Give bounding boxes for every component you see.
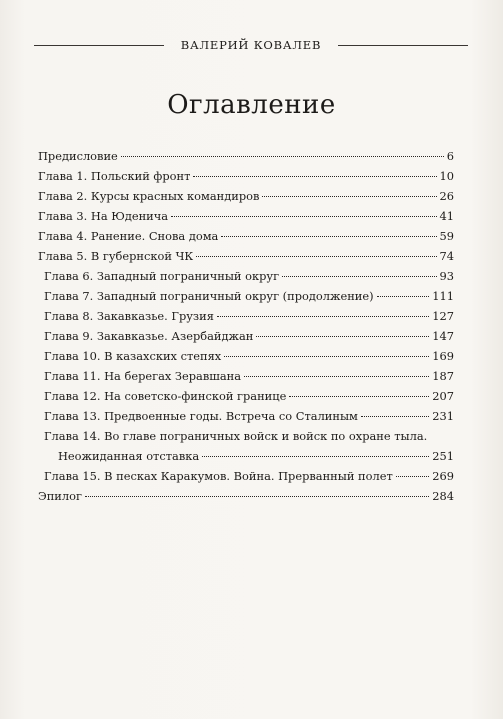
running-head: ВАЛЕРИЙ КОВАЛЕВ xyxy=(180,38,322,52)
toc-entry-page: 147 xyxy=(432,329,454,343)
toc-entry-continuation xyxy=(38,446,454,466)
toc-entry xyxy=(38,346,454,366)
toc-entry xyxy=(38,286,454,306)
toc-entry xyxy=(38,226,454,246)
dot-leader xyxy=(202,456,429,457)
toc-entry-page: 26 xyxy=(439,189,454,203)
toc-entry xyxy=(38,206,454,226)
dot-leader xyxy=(193,176,436,177)
dot-leader xyxy=(196,256,436,257)
toc-entry-title: Глава 12. На советско-финской границе xyxy=(44,389,287,403)
toc-entry-page: 231 xyxy=(432,409,454,423)
dot-leader xyxy=(396,476,429,477)
toc-entry xyxy=(38,186,454,206)
toc-entry-page: 6 xyxy=(446,149,454,163)
dot-leader xyxy=(289,396,429,397)
toc-entry-title: Глава 15. В песках Каракумов. Война. Прерванный полет xyxy=(44,469,393,483)
dot-leader xyxy=(256,336,429,337)
toc-entry-page: 10 xyxy=(439,169,454,183)
dot-leader xyxy=(224,356,429,357)
toc-entry xyxy=(38,306,454,326)
dot-leader xyxy=(171,216,436,217)
toc-entry-page: 41 xyxy=(439,209,454,223)
toc-entry-title: Глава 3. На Юденича xyxy=(38,209,169,223)
toc-entry-title: Глава 1. Польский фронт xyxy=(38,169,191,183)
toc-entry-page: 251 xyxy=(432,449,454,463)
toc-title: Оглавление xyxy=(167,90,336,120)
toc-entry xyxy=(38,146,454,166)
toc-entry-page: 187 xyxy=(432,369,454,383)
toc-entry xyxy=(38,466,454,486)
toc-entry xyxy=(38,246,454,266)
toc-entry xyxy=(38,326,454,346)
table-of-contents xyxy=(38,146,454,506)
toc-entry-page: 169 xyxy=(432,349,454,363)
header-rule-left xyxy=(34,45,164,46)
dot-leader xyxy=(121,156,444,157)
toc-entry-title: Глава 9. Закавказье. Азербайджан xyxy=(44,329,254,343)
toc-entry-title: Глава 5. В губернской ЧК xyxy=(38,249,194,263)
toc-entry-title: Глава 11. На берегах Зеравшана xyxy=(44,369,242,383)
toc-entry-page: 74 xyxy=(439,249,454,263)
toc-entry-title: Предисловие xyxy=(38,149,118,163)
toc-entry-page: 59 xyxy=(439,229,454,243)
dot-leader xyxy=(244,376,429,377)
toc-entry xyxy=(38,266,454,286)
dot-leader xyxy=(221,236,436,237)
toc-entry-title: Глава 14. Во главе пограничных войск и войск по охране тыла. xyxy=(44,429,428,443)
toc-entry xyxy=(38,406,454,426)
toc-entry xyxy=(38,426,454,466)
toc-entry-title: Глава 13. Предвоенные годы. Встреча со Сталиным xyxy=(44,409,358,423)
toc-entry-title: Глава 2. Курсы красных командиров xyxy=(38,189,260,203)
toc-entry-title: Глава 8. Закавказье. Грузия xyxy=(44,309,214,323)
toc-entry xyxy=(38,386,454,406)
dot-leader xyxy=(361,416,429,417)
toc-entry-page: 284 xyxy=(432,489,454,503)
toc-entry-page: 111 xyxy=(432,289,454,303)
toc-entry-title: Глава 4. Ранение. Снова дома xyxy=(38,229,219,243)
toc-entry-title-continued: Неожиданная отставка xyxy=(58,449,200,463)
toc-entry-page: 207 xyxy=(432,389,454,403)
toc-entry-page: 93 xyxy=(439,269,454,283)
dot-leader xyxy=(377,296,430,297)
toc-entry-title: Глава 6. Западный пограничный округ xyxy=(44,269,280,283)
dot-leader xyxy=(262,196,436,197)
toc-entry-page: 127 xyxy=(432,309,454,323)
toc-entry-title: Глава 10. В казахских степях xyxy=(44,349,222,363)
toc-entry-title: Эпилог xyxy=(38,489,82,503)
dot-leader xyxy=(217,316,429,317)
toc-entry xyxy=(38,486,454,506)
toc-entry xyxy=(38,366,454,386)
toc-entry-page: 269 xyxy=(432,469,454,483)
dot-leader xyxy=(282,276,436,277)
header-rule-right xyxy=(338,45,468,46)
toc-entry xyxy=(38,166,454,186)
dot-leader xyxy=(85,496,429,497)
toc-entry-title: Глава 7. Западный пограничный округ (продолжение) xyxy=(44,289,374,303)
